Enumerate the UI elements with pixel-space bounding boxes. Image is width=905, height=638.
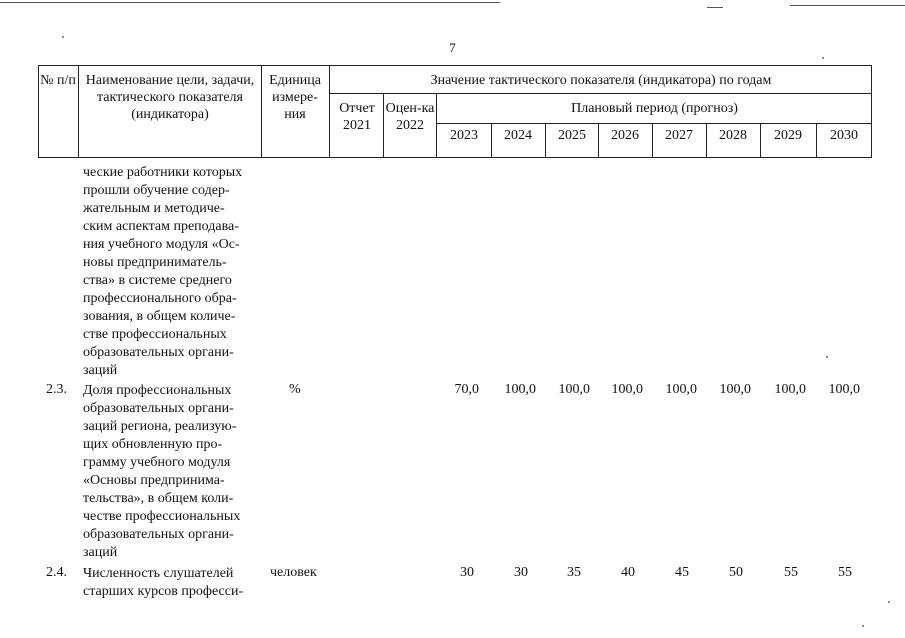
description-line: щих обновленную про-	[83, 437, 223, 452]
row-description	[83, 565, 258, 601]
header-col-number: № п/п	[40, 73, 76, 88]
description-line: ским аспектам преподава-	[83, 219, 239, 234]
scan-speck	[826, 356, 828, 358]
row-value: 35	[567, 565, 581, 580]
row-value: 100,0	[828, 382, 860, 397]
scan-speck	[822, 57, 824, 59]
page-number: 7	[449, 40, 456, 55]
description-line: заций	[83, 363, 118, 378]
header-year: 2028	[719, 128, 747, 143]
description-line: профессионального обра-	[83, 291, 237, 306]
row-value: 100,0	[665, 382, 697, 397]
description-line: заций	[83, 545, 118, 560]
description-line: Доля профессиональных	[83, 383, 232, 398]
header-year: 2024	[504, 128, 532, 143]
row-value: 40	[621, 565, 635, 580]
header-year: 2027	[665, 128, 693, 143]
row-description	[83, 382, 258, 562]
description-line: новы предприниматель-	[83, 255, 227, 270]
row-value: 30	[514, 565, 528, 580]
description-line: ческие работники которых	[83, 165, 243, 180]
row-value: 30	[460, 565, 474, 580]
description-line: старших курсов професси-	[83, 584, 244, 599]
description-line: ства» в системе среднего	[83, 273, 232, 288]
row-unit: человек	[270, 565, 317, 580]
description-line: ния учебного модуля «Ос-	[83, 237, 240, 252]
row-value: 50	[729, 565, 743, 580]
scan-top-edge-right	[790, 5, 905, 6]
header-col-report: Отчет 2021	[339, 101, 375, 133]
row-number: 2.3.	[46, 382, 67, 397]
header-year: 2026	[611, 128, 639, 143]
description-line: «Основы предпринима-	[83, 473, 225, 488]
description-line: зования, в общем количе-	[83, 309, 236, 324]
header-col-estimate: Оцен-ка 2022	[385, 101, 435, 133]
header-col-plan: Плановый период (прогноз)	[571, 101, 738, 116]
row-value: 100,0	[719, 382, 751, 397]
header-year: 2023	[450, 128, 478, 143]
scan-speck	[862, 625, 864, 627]
row-value: 100,0	[558, 382, 590, 397]
row-value: 100,0	[504, 382, 536, 397]
header-year: 2025	[558, 128, 586, 143]
description-line: тельства», в общем коли-	[83, 491, 234, 506]
scan-mark	[707, 7, 723, 8]
row-value: 70,0	[454, 382, 479, 397]
description-line: заций региона, реализую-	[83, 419, 237, 434]
header-year: 2029	[774, 128, 802, 143]
description-line: стве профессиональных	[83, 327, 227, 342]
description-line: честве профессиональных	[83, 509, 241, 524]
description-line: образовательных органи-	[83, 527, 234, 542]
header-year: 2030	[830, 128, 858, 143]
header-col-name: Наименование цели, задачи, тактического показателя (индикатора)	[85, 73, 255, 122]
row-number: 2.4.	[46, 565, 67, 580]
row-value: 55	[784, 565, 798, 580]
description-line: жательным и методиче-	[83, 201, 225, 216]
description-line: грамму учебного модуля	[83, 455, 231, 470]
row-value: 100,0	[774, 382, 806, 397]
description-line: образовательных органи-	[83, 345, 234, 360]
description-line: Численность слушателей	[83, 566, 234, 581]
row-value: 55	[838, 565, 852, 580]
row-value: 45	[675, 565, 689, 580]
row-unit: %	[289, 382, 301, 397]
scan-speck	[62, 36, 64, 38]
header-col-unit: Единица измере-ния	[269, 73, 321, 122]
description-line: образовательных органи-	[83, 401, 234, 416]
scan-top-edge	[0, 2, 500, 3]
header-col-values: Значение тактического показателя (индикатора) по годам	[430, 73, 772, 88]
continuation-description	[83, 164, 258, 380]
row-value: 100,0	[611, 382, 643, 397]
description-line: прошли обучение содер-	[83, 183, 230, 198]
scan-speck	[888, 601, 890, 603]
